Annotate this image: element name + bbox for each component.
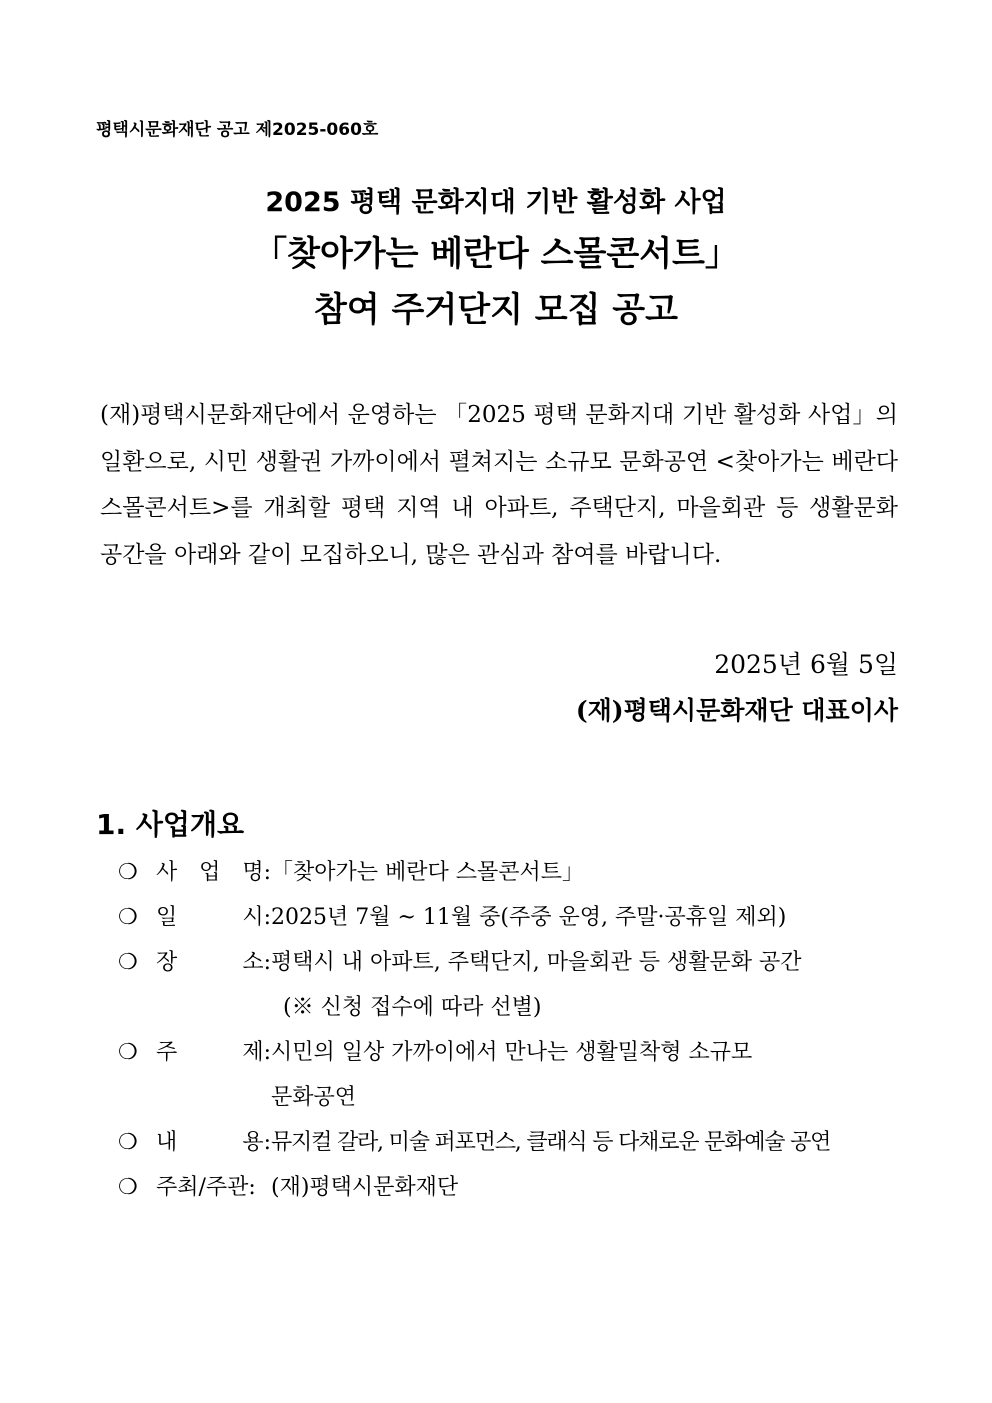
item-label: 주 제: — [156, 1040, 271, 1065]
section-title: 1. 사업개요 — [96, 808, 245, 841]
item-value: (재)평택시문화재단 — [271, 1175, 459, 1200]
bullet-icon: ❍ — [118, 1040, 138, 1065]
notice-date: 2025년 6월 5일 — [714, 650, 898, 679]
overview-list — [118, 850, 918, 1210]
overview-item-schedule — [118, 895, 918, 940]
item-value: 「찾아가는 베란다 스몰콘서트」 — [271, 860, 585, 885]
item-value: 시민의 일상 가까이에서 만나는 생활밀착형 소규모 문화공연 — [271, 1030, 918, 1120]
issuer-organization: (재)평택시문화재단 대표이사 — [575, 696, 898, 725]
item-note: (※ 신청 접수에 따라 선별) — [283, 995, 542, 1020]
bullet-icon: ❍ — [118, 905, 138, 930]
item-label: 내 용: — [156, 1130, 271, 1155]
bullet-icon: ❍ — [118, 1175, 138, 1200]
intro-paragraph: (재)평택시문화재단에서 운영하는 「2025 평택 문화지대 기반 활성화 사업」의 일환으로, 시민 생활권 가까이에서 펼쳐지는 소규모 문화공연 <찾아가는 베란다 스몰콘서트>를 개최할 평택 지역 내 아파트, 주택단지, 마을회관 등 생활문화 공간을 아래와 같이 모집하오니, 많은 관심과 참여를 바랍니다. — [100, 402, 898, 568]
overview-item-organizer — [118, 1165, 918, 1210]
title-block — [0, 180, 992, 338]
notice-number: 평택시문화재단 공고 제2025-060호 — [96, 120, 379, 140]
title-line-1: 2025 평택 문화지대 기반 활성화 사업 — [265, 187, 727, 218]
item-value: 2025년 7월 ~ 11월 중(주중 운영, 주말·공휴일 제외) — [271, 905, 787, 930]
item-continuation: 문화공연 — [271, 1085, 357, 1110]
bullet-icon: ❍ — [118, 950, 138, 975]
item-value: 평택시 내 아파트, 주택단지, 마을회관 등 생활문화 공간 (※ 신청 접수에 따라 선별) — [271, 940, 918, 1030]
overview-item-project-name — [118, 850, 918, 895]
item-label: 주최/주관: — [156, 1175, 256, 1200]
item-label: 일 시: — [156, 905, 271, 930]
overview-item-theme — [118, 1030, 918, 1120]
bullet-icon: ❍ — [118, 1130, 138, 1155]
overview-item-content — [118, 1120, 918, 1165]
bullet-icon: ❍ — [118, 860, 138, 885]
overview-item-venue — [118, 940, 918, 1030]
item-label: 사 업 명: — [156, 860, 271, 885]
title-line-3: 참여 주거단지 모집 공고 — [314, 290, 678, 330]
item-value: 뮤지컬 갈라, 미술 퍼포먼스, 클래식 등 다채로운 문화예술 공연 — [271, 1130, 831, 1155]
item-label: 장 소: — [156, 950, 271, 975]
title-line-2: 「찾아가는 베란다 스몰콘서트」 — [253, 234, 739, 274]
